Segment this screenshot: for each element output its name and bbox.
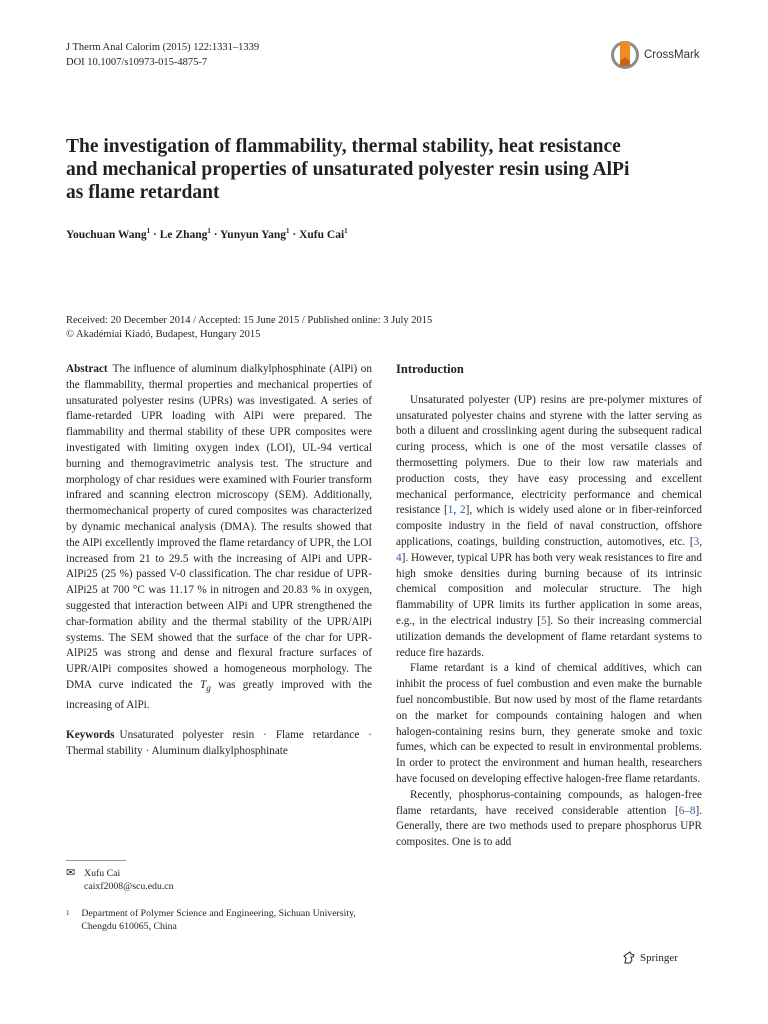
author[interactable]: Le Zhang$^1$ — [159, 227, 211, 241]
author[interactable]: Youchuan Wang$^1$ — [66, 227, 151, 241]
citation-link[interactable]: 3 — [693, 535, 700, 548]
left-column — [66, 362, 372, 759]
abstract-text: The influence of aluminum dialkylphosphinate (AlPi) on the flammability, thermal properties and mechanical properties of unsaturated polyester resins (UPRs) was investigated. A series of flame-retarded UPR loading with AlPi were prepared. The flammability and thermal stability of these UPR composites were investigated with limiting oxygen index (LOI), UL-94 vertical burning and themogravimetric analysis test. The structure and morphology of char residues were examined with Fourier transform infrared and scanning electron microscopy (SEM). Additionally, thermomechanical property of cured composites was characterized by dynamic mechanical analysis (DMA). The results showed that the AlPi excellently improved the flame retardancy of UPR, the LOI increased from 21 to 29.5 with the increasing of AlPi and UPR-AlPi25 (25 %) passed V-0 classification. The char residue of UPR-AlPi25 at 700 °C was 11.17 % in nitrogen and 20.83 % in oxygen, suggested that interaction between AlPi and UPR strengthened the char-formation ability and the thermal stability of the UPR/AlPi systems. The SEM showed that the surface of the char for UPR-AlPi25 was strong and dense and flexural fracture surfaces of UPR/AlPi composites showed a homogeneous morphology. The DMA curve indicated the — [66, 363, 373, 691]
author[interactable]: Yunyun Yang$^1$ — [220, 227, 290, 241]
crossmark-label: CrossMark — [644, 49, 700, 61]
article-title: The investigation of flammability, thermal stability, heat resistance and mechanical properties of unsaturated polyester resin using AlPi as flame retardant — [66, 136, 630, 203]
envelope-icon: ✉ — [66, 867, 76, 879]
citation-link[interactable]: 1 — [447, 504, 454, 517]
copyright: © Akadémiai Kiadó, Budapest, Hungary 2015 — [66, 329, 261, 340]
author[interactable]: Xufu Cai$^1$ — [299, 227, 348, 241]
abstract — [66, 362, 372, 714]
publisher-name: Springer — [640, 952, 678, 964]
paragraph: Flame retardant is a kind of chemical additives, which can inhibit the process of fuel combustion and even make the burnable fuel noncombustible. But now used by most of the flame retardants on the market for compounds containing halogen and when halogen-containing resins burn, they generate smoke and toxic fumes, which can be expected to result in environmental problems. In order to protect the environment and human health, researchers have focused on developing effective halogen-free flame retardants. — [396, 662, 702, 785]
publisher-footer — [622, 951, 678, 965]
springer-horse-icon — [622, 951, 636, 965]
keywords-label: Keywords — [66, 728, 115, 741]
right-column — [396, 362, 702, 851]
tg-symbol: $T_g$ — [199, 678, 211, 695]
doi[interactable]: DOI 10.1007/s10973-015-4875-7 — [66, 57, 208, 68]
keywords-text: Unsaturated polyester resin · Flame retardance · Thermal stability · Aluminum dialkylphosphinate — [66, 728, 372, 757]
correspondence — [66, 867, 372, 893]
crossmark-icon — [610, 38, 640, 72]
divider — [66, 860, 126, 861]
author-list: Youchuan Wang$^1$ · Le Zhang$^1$ · Yunyun Yang$^1$ · Xufu Cai$^1$ — [66, 227, 348, 241]
dates: Received: 20 December 2014 / Accepted: 15 June 2015 / Published online: 3 July 2015 — [66, 315, 433, 326]
citation: J Therm Anal Calorim (2015) 122:1331–1339 — [66, 42, 260, 53]
publication-history — [66, 314, 432, 342]
paragraph: Unsaturated polyester (UP) resins are pre-polymer mixtures of unsaturated polyester chains and styrene with the latter serving as both a diluent and crosslinking agent during the subsequent radical curing process, which is one of the most versatile classes of thermosetting polymers. Due to their low raw materials and production costs, they have easy processing and excellent mechanical performance, electricity performance and chemical resistance [1, 2], which is widely used alone or in fiber-reinforced composite industry in the field of naval construction, offshore applications, coatings, building construction, automotives, etc. [3, 4]. However, typical UPR has both very weak resistances to fire and high smoke densities during burning because of its intrinsic chemical composition and molecular structure. The high flammability of UPR limits its further application in some areas, e.g., in the electrical industry [5]. So their increasing commercial utilization demands the development of flame retardant systems to reduce fire hazards. — [396, 393, 702, 659]
abstract-text-end: was greatly improved with the increasing of AlPi. — [66, 678, 372, 711]
affiliation — [66, 907, 372, 933]
paragraph: Recently, phosphorus-containing compounds, as halogen-free flame retardants, have received considerable attention [6–8]. Generally, there are two methods used to prepare phosphorus UPR composites. One is to add — [396, 788, 702, 849]
abstract-label: Abstract — [66, 363, 108, 375]
crossmark-badge[interactable] — [610, 38, 700, 72]
citation-link[interactable]: 2 — [460, 504, 466, 517]
citation-link[interactable]: 6–8 — [678, 804, 696, 817]
keywords — [66, 728, 372, 760]
section-heading: Introduction — [396, 362, 464, 376]
affiliation-text: Department of Polymer Science and Engineering, Sichuan University, Chengdu 610065, China — [81, 908, 356, 932]
journal-header — [66, 40, 259, 70]
citation-link[interactable]: 4 — [396, 551, 402, 564]
email-link[interactable]: caixf2008@scu.edu.cn — [84, 881, 174, 892]
citation-link[interactable]: 5 — [540, 614, 547, 627]
corresponding-author: Xufu Cai — [84, 868, 121, 879]
affiliation-number: 1 — [66, 909, 70, 917]
footnotes — [66, 860, 372, 933]
